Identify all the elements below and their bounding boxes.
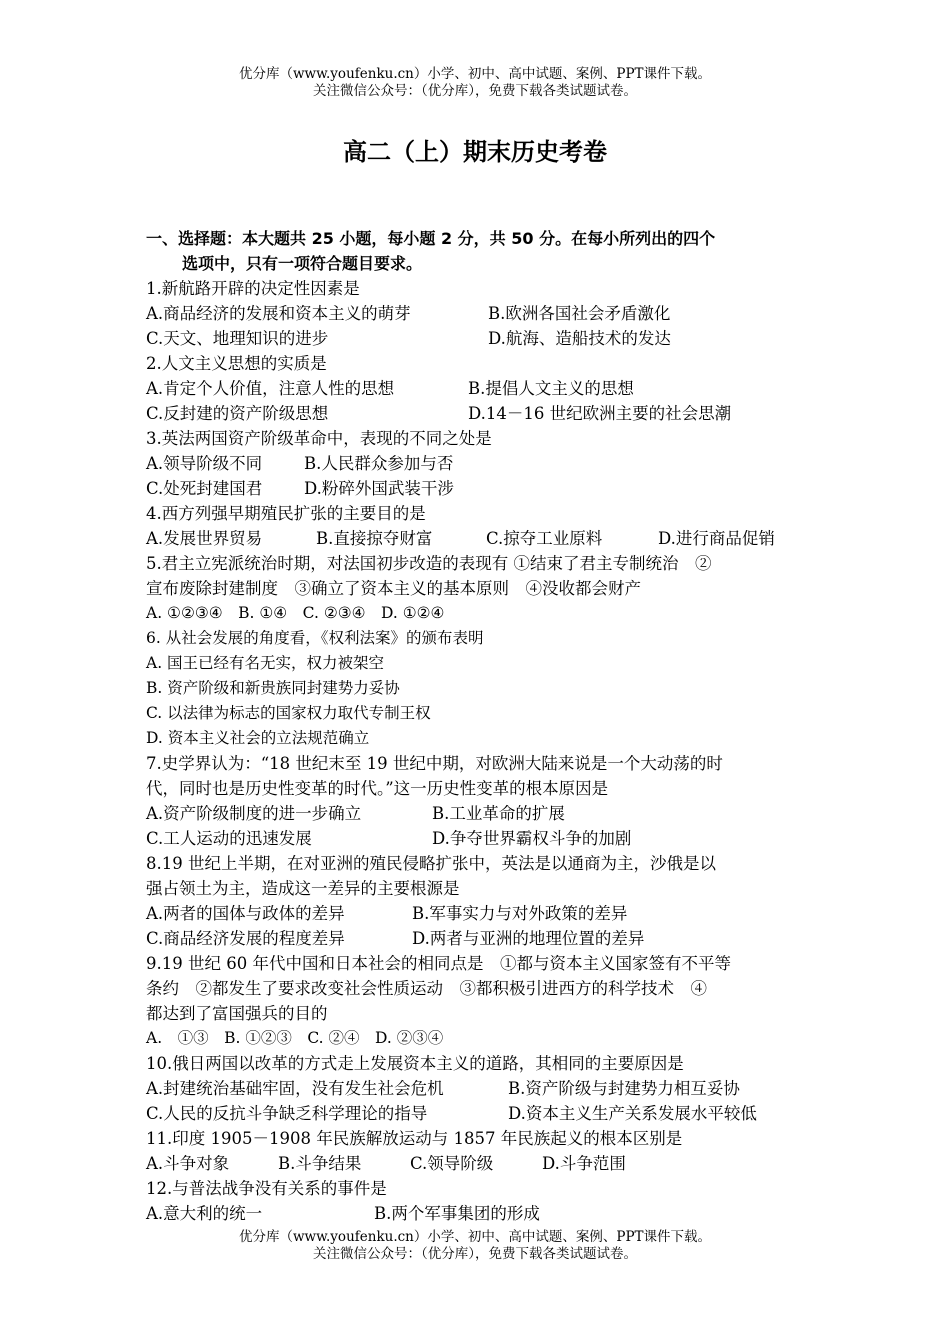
question-9-stem-cont: 条约 ②都发生了要求改变社会性质运动 ③都积极引进西方的科学技术 ④ [146,979,707,998]
option-c: C.掠夺工业原料 [486,529,603,548]
option-a: A.肯定个人价值，注意人性的思想 [146,379,395,398]
option-a: A.发展世界贸易 [146,529,263,548]
question-3-options-row2 [146,476,816,501]
question-7-stem-cont: 代，同时也是历史性变革的时代。”这一历史性变革的根本原因是 [146,779,609,798]
option-c: C.处死封建国君 [146,479,263,498]
option-a: A.两者的国体与政体的差异 [146,904,345,923]
section-heading: 一、选择题：本大题共 25 小题，每小题 2 分，共 50 分。在每小所列出的四个 [146,229,716,248]
page-footer [0,1229,950,1263]
option-c: C.商品经济发展的程度差异 [146,929,345,948]
option-c: C.天文、地理知识的进步 [146,329,329,348]
option-b: B.工业革命的扩展 [432,804,565,823]
option-b: B.军事实力与对外政策的差异 [412,904,628,923]
question-6-option-b: B. 资产阶级和新贵族同封建势力妥协 [146,679,400,697]
question-3-stem: 3.英法两国资产阶级革命中，表现的不同之处是 [146,429,492,448]
option-b: B.提倡人文主义的思想 [468,379,634,398]
question-11-stem: 11.印度 1905－1908 年民族解放运动与 1857 年民族起义的根本区别是 [146,1129,683,1148]
option-c: C.人民的反抗斗争缺乏科学理论的指导 [146,1104,428,1123]
option-d: D.争夺世界霸权斗争的加剧 [432,829,632,848]
question-2-options-row1 [146,376,816,401]
question-12-stem: 12.与普法战争没有关系的事件是 [146,1179,387,1198]
option-c: C.反封建的资产阶级思想 [146,404,329,423]
option-d: D.粉碎外国武装干涉 [304,479,454,498]
header-line-1: 优分库（www.youfenku.cn）小学、初中、高中试题、案例、PPT课件下载。 [238,66,712,82]
option-d: D.14－16 世纪欧洲主要的社会思潮 [468,404,732,423]
question-5-options: A. ①②③④ B. ①④ C. ②③④ D. ①②④ [146,604,445,622]
question-10-options-row2 [146,1101,816,1126]
question-7-stem: 7.史学界认为：“18 世纪末至 19 世纪中期，对欧洲大陆来说是一个大动荡的时 [146,754,723,773]
question-2-stem: 2.人文主义思想的实质是 [146,354,327,373]
option-a: A.斗争对象 [146,1154,230,1173]
option-d: D.进行商品促销 [658,529,775,548]
option-b: B.直接掠夺财富 [316,529,433,548]
question-3-options-row1 [146,451,816,476]
option-a: A.资产阶级制度的进一步确立 [146,804,362,823]
question-6-option-d: D. 资本主义社会的立法规范确立 [146,729,370,747]
footer-line-2: 关注微信公众号：（优分库），免费下载各类试题试卷。 [313,1246,637,1262]
option-c: C.工人运动的迅速发展 [146,829,312,848]
question-4-options [146,526,816,551]
question-6-option-a: A. 国王已经有名无实，权力被架空 [146,654,385,672]
option-a: A.领导阶级不同 [146,454,263,473]
header-line-2: 关注微信公众号：（优分库），免费下载各类试题试卷。 [313,83,637,99]
page-header [0,66,950,100]
question-12-options-row1 [146,1201,816,1226]
question-1-stem: 1.新航路开辟的决定性因素是 [146,279,360,298]
question-8-stem: 8.19 世纪上半期，在对亚洲的殖民侵略扩张中，英法是以通商为主，沙俄是以 [146,854,716,873]
footer-line-1: 优分库（www.youfenku.cn）小学、初中、高中试题、案例、PPT课件下载。 [238,1229,712,1245]
question-8-stem-cont: 强占领土为主，造成这一差异的主要根源是 [146,879,460,898]
option-a: A.封建统治基础牢固，没有发生社会危机 [146,1079,444,1098]
option-b: B.欧洲各国社会矛盾激化 [488,304,671,323]
question-10-options-row1 [146,1076,816,1101]
page-title: 高二（上）期末历史考卷 [343,138,607,166]
question-4-stem: 4.西方列强早期殖民扩张的主要目的是 [146,504,426,523]
question-5-stem: 5.君主立宪派统治时期，对法国初步改造的表现有 ①结束了君主专制统治 ② [146,554,712,573]
question-1-options-row2 [146,326,816,351]
question-10-stem: 10.俄日两国以改革的方式走上发展资本主义的道路，其相同的主要原因是 [146,1054,684,1073]
option-c: C.领导阶级 [410,1154,494,1173]
question-9-options: A. ①③ B. ①②③ C. ②④ D. ②③④ [146,1029,444,1047]
question-8-options-row1 [146,901,816,926]
question-1-options-row1 [146,301,816,326]
question-9-stem-cont2: 都达到了富国强兵的目的 [146,1004,328,1023]
question-8-options-row2 [146,926,816,951]
question-6-stem: 6. 从社会发展的角度看，《权利法案》的颁布表明 [146,629,484,647]
exam-content [146,226,816,1226]
question-2-options-row2 [146,401,816,426]
option-d: D.资本主义生产关系发展水平较低 [508,1104,757,1123]
option-d: D.两者与亚洲的地理位置的差异 [412,929,645,948]
option-b: B.两个军事集团的形成 [374,1204,540,1223]
option-a: A.商品经济的发展和资本主义的萌芽 [146,304,411,323]
option-b: B.人民群众参加与否 [304,454,454,473]
option-d: D.航海、造船技术的发达 [488,329,671,348]
question-7-options-row1 [146,801,816,826]
option-b: B.斗争结果 [278,1154,362,1173]
option-b: B.资产阶级与封建势力相互妥协 [508,1079,740,1098]
option-a: A.意大利的统一 [146,1204,263,1223]
question-9-stem: 9.19 世纪 60 年代中国和日本社会的相同点是 ①都与资本主义国家签有不平等 [146,954,731,973]
question-7-options-row2 [146,826,816,851]
question-11-options [146,1151,816,1176]
question-6-option-c: C. 以法律为标志的国家权力取代专制王权 [146,704,431,722]
option-d: D.斗争范围 [542,1154,626,1173]
question-5-stem-cont: 宣布废除封建制度 ③确立了资本主义的基本原则 ④没收都会财产 [146,579,641,598]
section-heading-cont: 选项中，只有一项符合题目要求。 [182,254,423,273]
